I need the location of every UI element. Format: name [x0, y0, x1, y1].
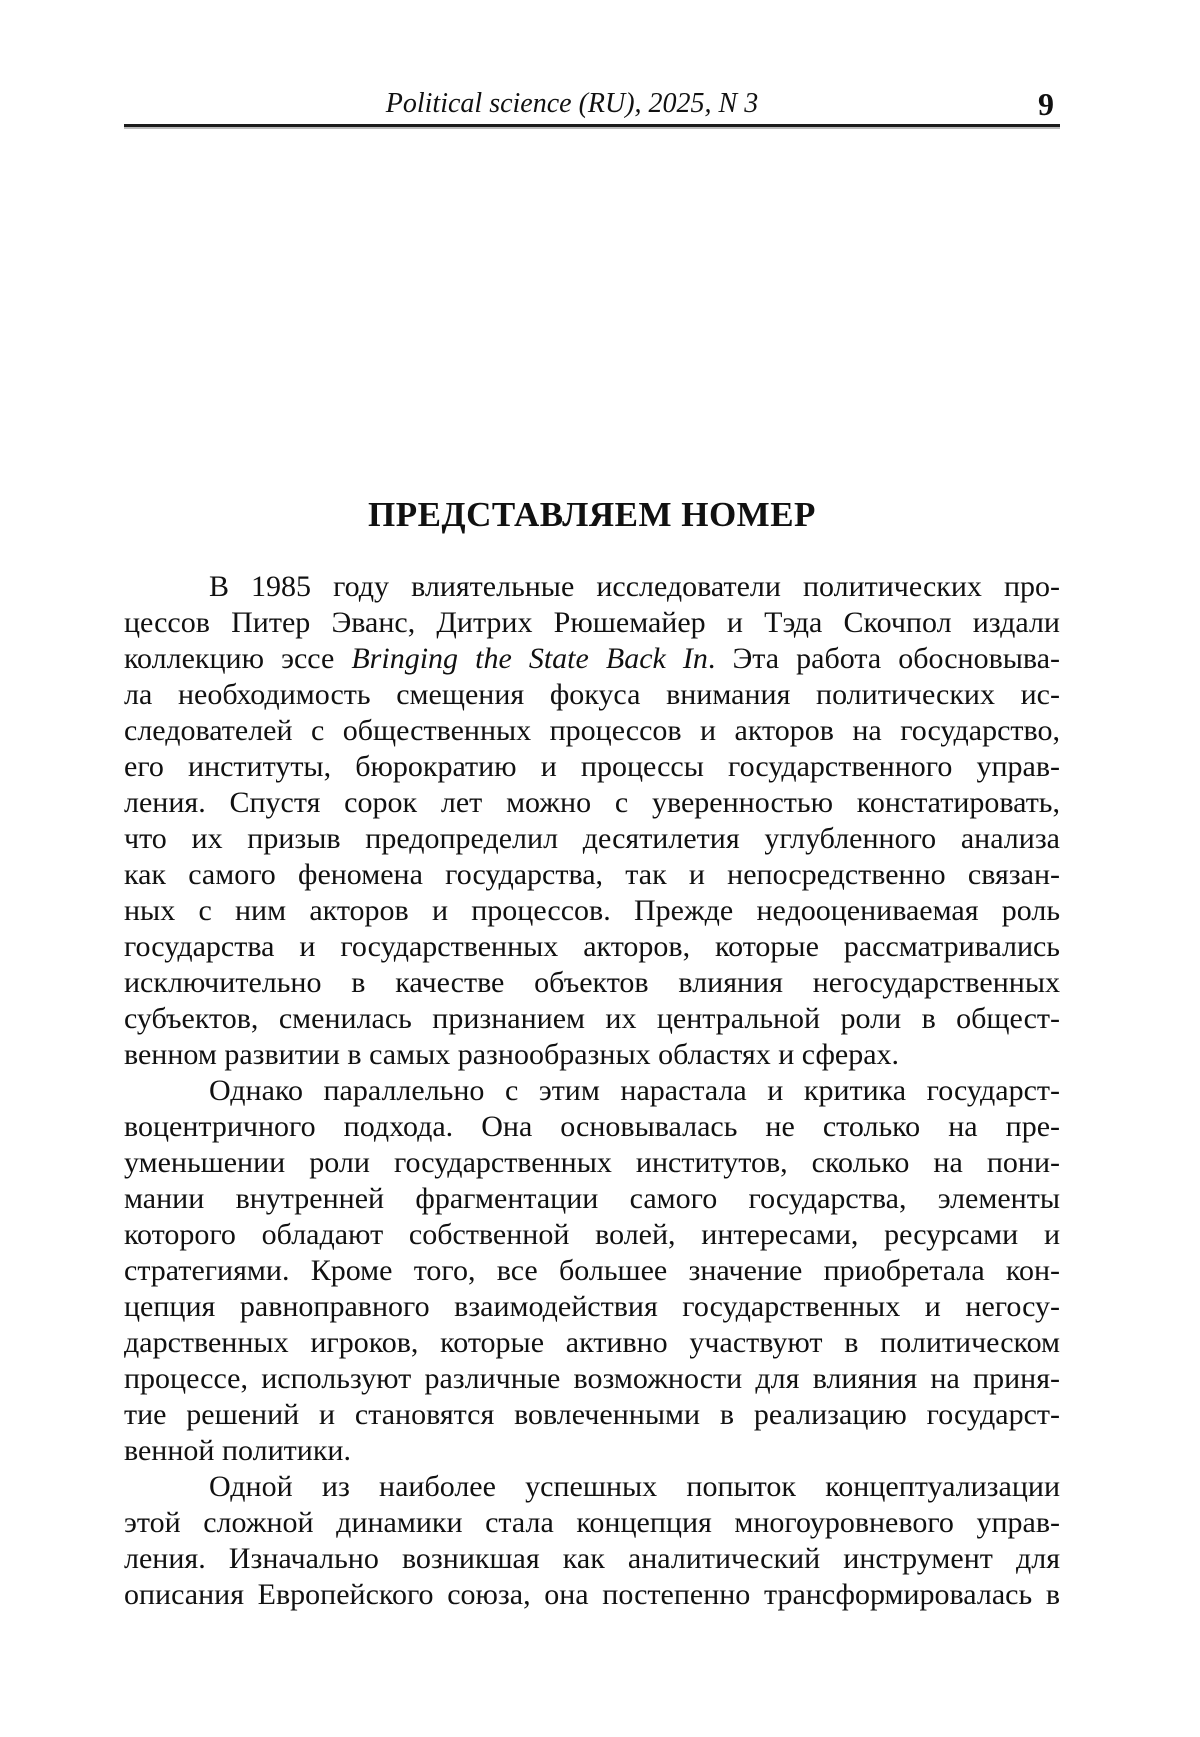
text-segment: что их призыв предопределил десятилетия углубленного анализа	[124, 822, 1060, 855]
text-segment: ных с ним акторов и процессов. Прежде недооцениваемая роль	[124, 894, 1060, 927]
article	[124, 495, 1060, 1613]
text-line	[124, 1109, 1060, 1145]
text-segment: следователей с общественных процессов и акторов на государство,	[124, 714, 1060, 747]
text-segment: тие решений и становятся вовлеченными в реализацию государст-	[124, 1398, 1060, 1431]
text-line	[124, 1361, 1060, 1397]
text-line	[124, 785, 1060, 821]
text-line	[124, 1577, 1060, 1613]
italic-text: Bringing the State Back In	[351, 642, 708, 675]
text-line	[124, 1289, 1060, 1325]
text-line	[124, 569, 1060, 605]
text-line	[124, 929, 1060, 965]
text-segment: цепция равноправного взаимодействия государственных и негосу-	[124, 1290, 1060, 1323]
text-line	[124, 1433, 1060, 1469]
text-segment: цессов Питер Эванс, Дитрих Рюшемайер и Тэда Скочпол издали	[124, 606, 1060, 639]
text-line	[124, 857, 1060, 893]
text-line	[124, 821, 1060, 857]
text-line	[124, 1505, 1060, 1541]
text-line	[124, 1001, 1060, 1037]
text-segment: ла необходимость смещения фокуса внимания политических ис-	[124, 678, 1060, 711]
text-line	[124, 605, 1060, 641]
text-line	[124, 749, 1060, 785]
paragraph	[124, 1073, 1060, 1469]
text-line	[124, 713, 1060, 749]
text-line	[124, 1469, 1060, 1505]
text-segment: Однако параллельно с этим нарастала и критика государст-	[209, 1074, 1060, 1107]
text-segment: ления. Спустя сорок лет можно с уверенностью констатировать,	[124, 786, 1060, 819]
text-line	[124, 1037, 1060, 1073]
text-segment: венной политики.	[124, 1434, 351, 1467]
text-segment: стратегиями. Кроме того, все большее значение приобретала кон-	[124, 1254, 1060, 1287]
text-line	[124, 893, 1060, 929]
text-segment: ления. Изначально возникшая как аналитический инструмент для	[124, 1542, 1060, 1575]
text-segment: субъектов, сменилась признанием их центральной роли в общест-	[124, 1002, 1060, 1035]
text-segment: коллекцию эссе	[124, 642, 352, 675]
text-segment: описания Европейского союза, она постепенно трансформировалась в	[124, 1578, 1060, 1611]
text-line	[124, 965, 1060, 1001]
text-segment: его институты, бюрократию и процессы государственного управ-	[124, 750, 1060, 783]
text-segment: государства и государственных акторов, которые рассматривались	[124, 930, 1060, 963]
article-title: ПРЕДСТАВЛЯЕМ НОМЕР	[368, 495, 816, 534]
text-segment: как самого феномена государства, так и непосредственно связан-	[124, 858, 1060, 891]
text-segment: воцентричного подхода. Она основывалась не столько на пре-	[124, 1110, 1060, 1143]
text-line	[124, 1253, 1060, 1289]
page-header	[124, 86, 1060, 124]
text-segment: В 1985 году влиятельные исследователи политических про-	[209, 570, 1060, 603]
text-line	[124, 1397, 1060, 1433]
paragraph	[124, 1469, 1060, 1613]
text-segment: уменьшении роли государственных институтов, сколько на пони-	[124, 1146, 1060, 1179]
paragraph	[124, 569, 1060, 1073]
text-segment: исключительно в качестве объектов влияния негосударственных	[124, 966, 1060, 999]
text-segment: мании внутренней фрагментации самого государства, элементы	[124, 1182, 1060, 1215]
text-line	[124, 1145, 1060, 1181]
text-segment: . Эта работа обосновыва-	[707, 642, 1060, 675]
text-segment: венном развитии в самых разнообразных областях и сферах.	[124, 1038, 900, 1071]
text-segment: Одной из наиболее успешных попыток концептуализации	[209, 1470, 1060, 1503]
text-line	[124, 1217, 1060, 1253]
text-line	[124, 1073, 1060, 1109]
article-body	[124, 569, 1060, 1613]
text-segment: этой сложной динамики стала концепция многоуровневого управ-	[124, 1506, 1060, 1539]
header-rule	[124, 124, 1060, 127]
journal-title: Political science (RU), 2025, N 3	[385, 88, 759, 119]
text-segment: которого обладают собственной волей, интересами, ресурсами и	[124, 1218, 1060, 1251]
text-segment: процессе, используют различные возможности для влияния на приня-	[124, 1362, 1060, 1395]
page-number: 9	[1038, 86, 1054, 122]
text-segment: дарственных игроков, которые активно участвуют в политическом	[124, 1326, 1060, 1359]
text-line	[124, 1541, 1060, 1577]
text-line	[124, 677, 1060, 713]
text-line	[124, 1325, 1060, 1361]
text-line	[124, 641, 1060, 677]
text-line	[124, 1181, 1060, 1217]
